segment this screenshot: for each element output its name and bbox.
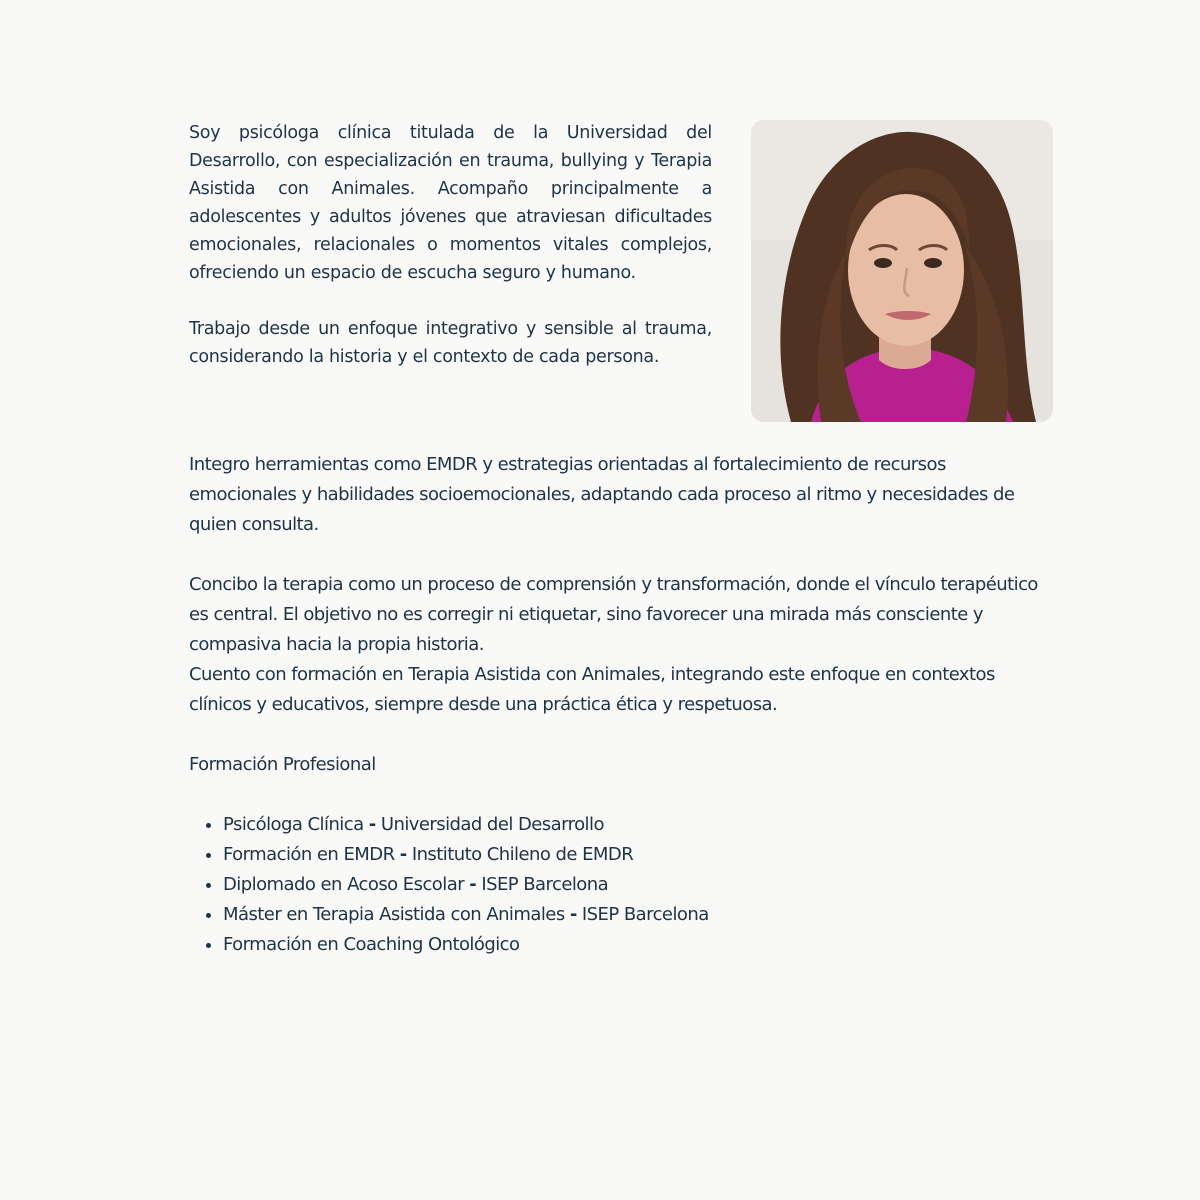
formacion-separator: - xyxy=(469,874,477,895)
body-paragraph-terapia: Concibo la terapia como un proceso de comprensión y transformación, donde el vínculo terapéutico es central. El objetivo no es corregir ni etiquetar, sino favorecer una mirada más consciente y compasiva hacia la propia historia. xyxy=(189,574,1038,655)
formacion-list xyxy=(189,810,1053,960)
body-text xyxy=(189,450,1053,960)
formacion-degree: Máster en Terapia Asistida con Animales xyxy=(223,904,565,925)
formacion-separator: - xyxy=(368,814,376,835)
formacion-degree: Formación en EMDR xyxy=(223,844,395,865)
formacion-item xyxy=(223,900,1053,930)
intro-paragraph-1: Soy psicóloga clínica titulada de la Universidad del Desarrollo, con especialización en trauma, bullying y Terapia Asistida con Animales. Acompaño principalmente a adolescentes y adultos jóvenes que atraviesan dificultades emocionales, relacionales o momentos vitales complejos, ofreciendo un espacio de escucha seguro y humano. xyxy=(189,123,712,283)
formacion-title: Formación Profesional xyxy=(189,754,376,775)
formacion-degree: Psicóloga Clínica xyxy=(223,814,364,835)
formacion-item xyxy=(223,810,1053,840)
body-paragraph-animales: Cuento con formación en Terapia Asistida con Animales, integrando este enfoque en contextos clínicos y educativos, siempre desde una práctica ética y respetuosa. xyxy=(189,664,995,715)
intro-paragraph-2: Trabajo desde un enfoque integrativo y sensible al trauma, considerando la historia y el contexto de cada persona. xyxy=(189,319,712,367)
formacion-degree: Diplomado en Acoso Escolar xyxy=(223,874,465,895)
formacion-institution: Universidad del Desarrollo xyxy=(380,814,604,835)
formacion-separator: - xyxy=(399,844,407,865)
profile-content xyxy=(189,119,1053,960)
profile-photo xyxy=(751,120,1053,422)
formacion-item xyxy=(223,870,1053,900)
formacion-institution: ISEP Barcelona xyxy=(581,904,709,925)
formacion-institution: Instituto Chileno de EMDR xyxy=(411,844,634,865)
formacion-item xyxy=(223,840,1053,870)
formacion-institution: ISEP Barcelona xyxy=(481,874,609,895)
body-paragraph-emdr: Integro herramientas como EMDR y estrategias orientadas al fortalecimiento de recursos emocionales y habilidades socioemocionales, adaptando cada proceso al ritmo y necesidades de quien consulta. xyxy=(189,454,1015,535)
intro-text xyxy=(189,119,712,422)
formacion-degree: Formación en Coaching Ontológico xyxy=(223,934,520,955)
intro-section xyxy=(189,119,1053,422)
formacion-item xyxy=(223,930,1053,960)
formacion-separator: - xyxy=(569,904,577,925)
